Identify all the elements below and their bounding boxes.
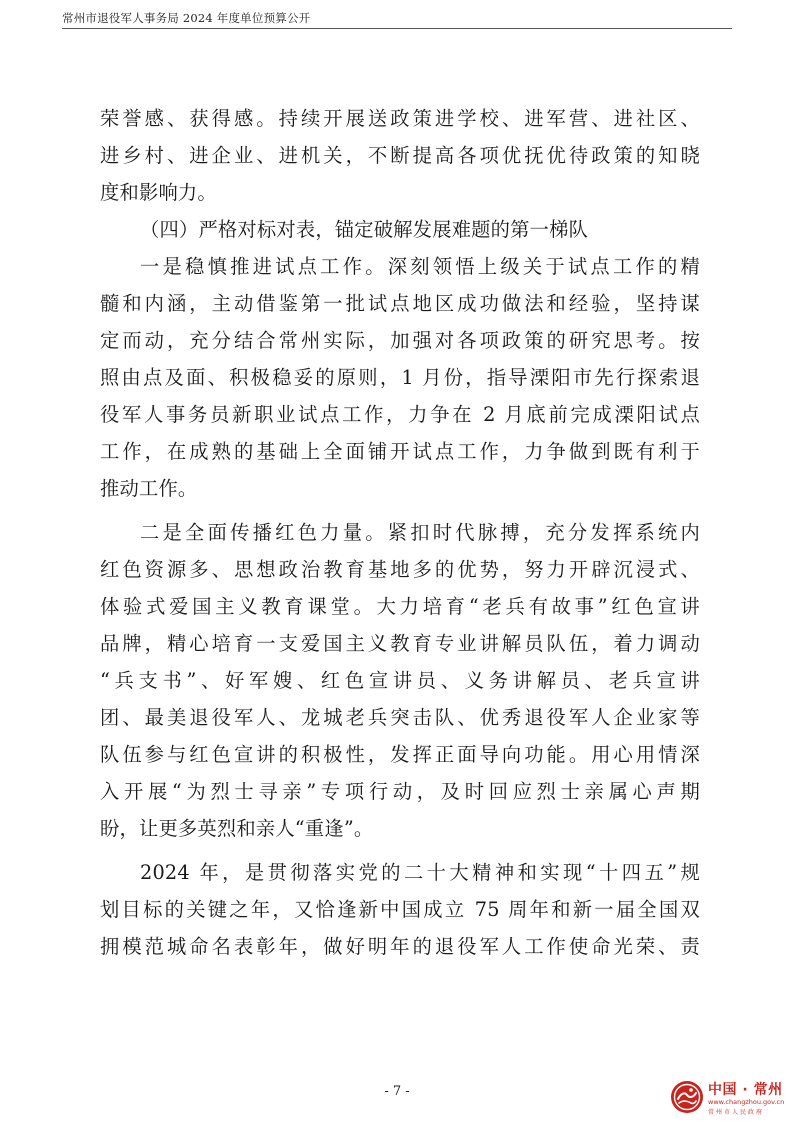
changzhou-emblem-icon [670, 1080, 704, 1114]
body-line: 体验式爱国主义教育课堂。大力培育“老兵有故事”红色宣讲 [100, 595, 700, 618]
section-heading: （四）严格对标对表，锚定破解发展难题的第一梯队 [140, 218, 589, 241]
body-line: 一是稳慎推进试点工作。深刻领悟上级关于试点工作的精 [140, 255, 700, 278]
body-line: 役军人事务员新职业试点工作，力争在 2 月底前完成溧阳试点 [100, 403, 700, 426]
logo-title: 中国 · 常州 [708, 1082, 783, 1098]
body-line: 照由点及面、积极稳妥的原则，1 月份，指导溧阳市先行探索退 [100, 366, 700, 389]
body-line: 入开展“为烈士寻亲”专项行动，及时回应烈士亲属心声期 [100, 780, 700, 803]
body-line: 划目标的关键之年，又恰逢新中国成立 75 周年和新一届全国双 [100, 898, 700, 921]
changzhou-logo[interactable] [670, 1078, 794, 1118]
body-line: 推动工作。 [100, 477, 198, 500]
body-line: 工作，在成熟的基础上全面铺开试点工作，力争做到既有利于 [100, 440, 700, 463]
body-line: 髓和内涵，主动借鉴第一批试点地区成功做法和经验，坚持谋 [100, 292, 700, 315]
body-line: 荣誉感、获得感。持续开展送政策进学校、进军营、进社区、 [100, 107, 700, 130]
page-header [62, 6, 732, 29]
logo-subtitle: 常州市人民政府 [708, 1109, 765, 1116]
body-line: 团、最美退役军人、龙城老兵突击队、优秀退役军人企业家等 [100, 706, 700, 729]
body-line: 拥模范城命名表彰年，做好明年的退役军人工作使命光荣、责 [100, 935, 700, 958]
body-line: “兵支书”、好军嫂、红色宣讲员、义务讲解员、老兵宣讲 [100, 669, 700, 692]
body-line: 品牌，精心培育一支爱国主义教育专业讲解员队伍，着力调动 [100, 632, 700, 655]
document-body [100, 100, 700, 965]
body-line: 2024 年，是贯彻落实党的二十大精神和实现“十四五”规 [140, 861, 700, 884]
header-title: 常州市退役军人事务局 2024 年度单位预算公开 [62, 11, 311, 25]
body-line: 定而动，充分结合常州实际，加强对各项政策的研究思考。按 [100, 329, 700, 352]
logo-url: www.changzhou.gov.cn [708, 1098, 785, 1106]
body-line: 队伍参与红色宣讲的积极性，发挥正面导向功能。用心用情深 [100, 743, 700, 766]
body-line: 盼，让更多英烈和亲人“重逢”。 [100, 817, 374, 840]
page-number: - 7 - [384, 1084, 410, 1099]
body-line: 二是全面传播红色力量。紧扣时代脉搏，充分发挥系统内 [140, 521, 700, 544]
body-line: 度和影响力。 [100, 181, 217, 204]
body-line: 进乡村、进企业、进机关，不断提高各项优抚优待政策的知晓 [100, 144, 700, 167]
body-line: 红色资源多、思想政治教育基地多的优势，努力开辟沉浸式、 [100, 558, 700, 581]
